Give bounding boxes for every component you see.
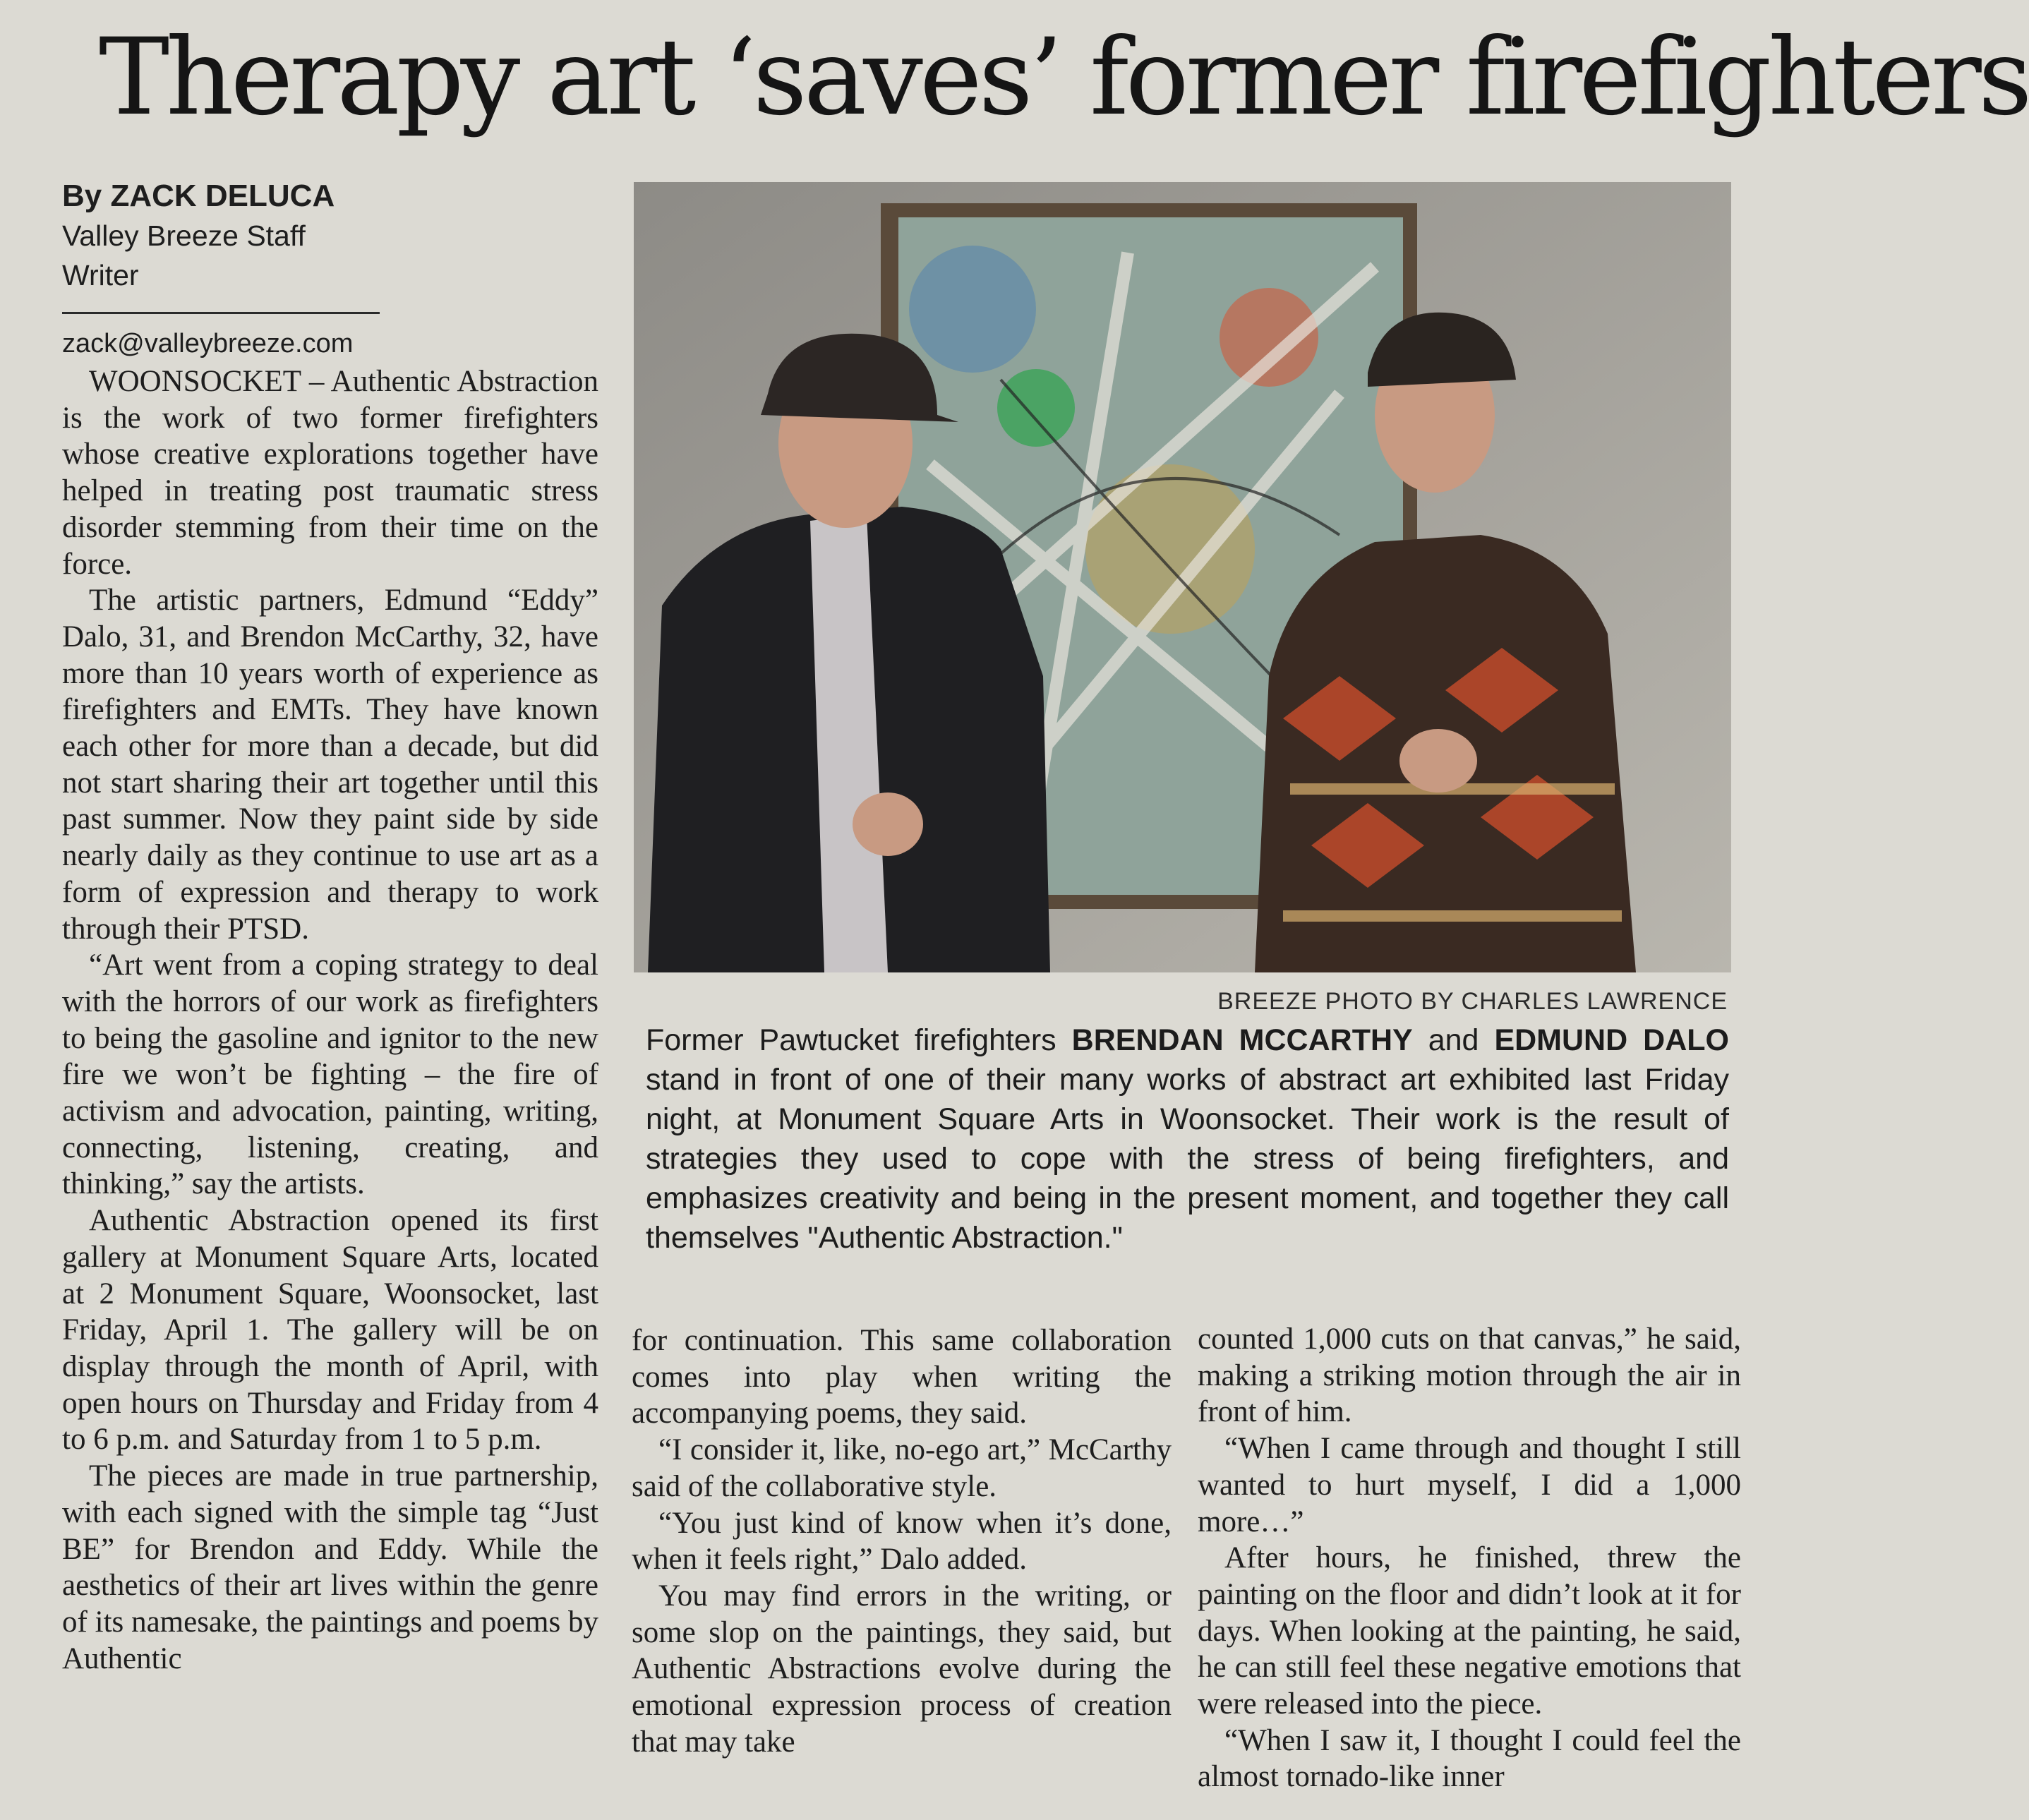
article-column-3	[1198, 1321, 1741, 1820]
byline-author: By ZACK DELUCA	[62, 179, 335, 213]
photo-credit: BREEZE PHOTO BY CHARLES LAWRENCE	[1217, 988, 1728, 1015]
caption-body: stand in front of one of their many works of abstract art exhibited last Friday night, at Monument Square Arts in Woonsocket. Their work is the result of strategies they used to cope with the stress of being firefighters, and emphasizes creativity and being in the present moment, and together they call themselves "Authentic Abstraction."	[646, 1063, 1729, 1255]
paragraph: After hours, he finished, threw the painting on the floor and didn’t look at it for days. When looking at the painting, he said, he can still feel these negative emotions that were released into the piece.	[1198, 1541, 1741, 1721]
headline: Therapy art ‘saves’ former firefighters	[99, 16, 2029, 139]
paragraph: “You just kind of know when it’s done, when it feels right,” Dalo added.	[632, 1506, 1172, 1577]
paragraph: Authentic Abstraction opened its first gallery at Monument Square Arts, located at 2 Monument Square, Woonsocket, last Friday, April 1. The gallery will be on display through the month of April, with open hours on Thursday and Friday from 4 to 6 p.m. and Saturday from 1 to 5 p.m.	[62, 1204, 598, 1457]
article-column-2	[632, 1322, 1172, 1820]
paragraph: “I consider it, like, no-ego art,” McCarthy said of the collaborative style.	[632, 1433, 1172, 1503]
paragraph: “When I saw it, I thought I could feel the almost tornado-like inner	[1198, 1723, 1741, 1794]
byline-email: zack@valleybreeze.com	[62, 329, 354, 358]
paragraph: You may find errors in the writing, or some slop on the paintings, they said, but Authentic Abstractions evolve during the emotional expression process of creation that may take	[632, 1579, 1172, 1759]
caption-lead: Former Pawtucket firefighters	[646, 1023, 1056, 1057]
caption-name-1: BRENDAN MCCARTHY	[1071, 1023, 1413, 1057]
caption-conjunction: and	[1428, 1023, 1479, 1057]
news-photo	[634, 182, 1731, 972]
byline-title: Valley Breeze Staff Writer	[62, 219, 306, 291]
article-column-1	[62, 363, 598, 1820]
paragraph: “Art went from a coping strategy to deal with the horrors of our work as firefighters to being the gasoline and ignitor to the new fire we won’t be fighting – the fire of activism and advocation, painting, writing, connecting, listening, creating, and thinking,” say the artists.	[62, 948, 598, 1201]
caption-name-2: EDMUND DALO	[1494, 1023, 1729, 1057]
paragraph: The artistic partners, Edmund “Eddy” Dalo, 31, and Brendon McCarthy, 32, have more than 10 years worth of experience as firefighters and EMTs. They have known each other for more than a decade, but did not start sharing their art together until this past summer. Now they paint side by side nearly daily as they continue to use art as a form of expression and therapy to work through their PTSD.	[62, 584, 598, 946]
photo-illustration	[634, 182, 1731, 972]
paragraph: The pieces are made in true partnership, with each signed with the simple tag “Just BE” for Brendon and Eddy. While the aesthetics of their art lives within the genre of its namesake, the paintings and poems by Authentic	[62, 1459, 598, 1675]
paragraph: “When I came through and thought I still wanted to hurt myself, I did a 1,000 more…”	[1198, 1432, 1741, 1538]
byline-rule	[62, 312, 380, 314]
paragraph: counted 1,000 cuts on that canvas,” he said, making a striking motion through the air in front of him.	[1198, 1322, 1741, 1429]
paragraph: WOONSOCKET – Authentic Abstraction is the work of two former firefighters whose creative explorations together have helped in treating post traumatic stress disorder stemming from their time on the force.	[62, 365, 598, 581]
byline	[62, 176, 387, 363]
paragraph: for continuation. This same collaboration comes into play when writing the accompanying poems, they said.	[632, 1324, 1172, 1430]
photo-caption	[646, 1020, 1729, 1258]
